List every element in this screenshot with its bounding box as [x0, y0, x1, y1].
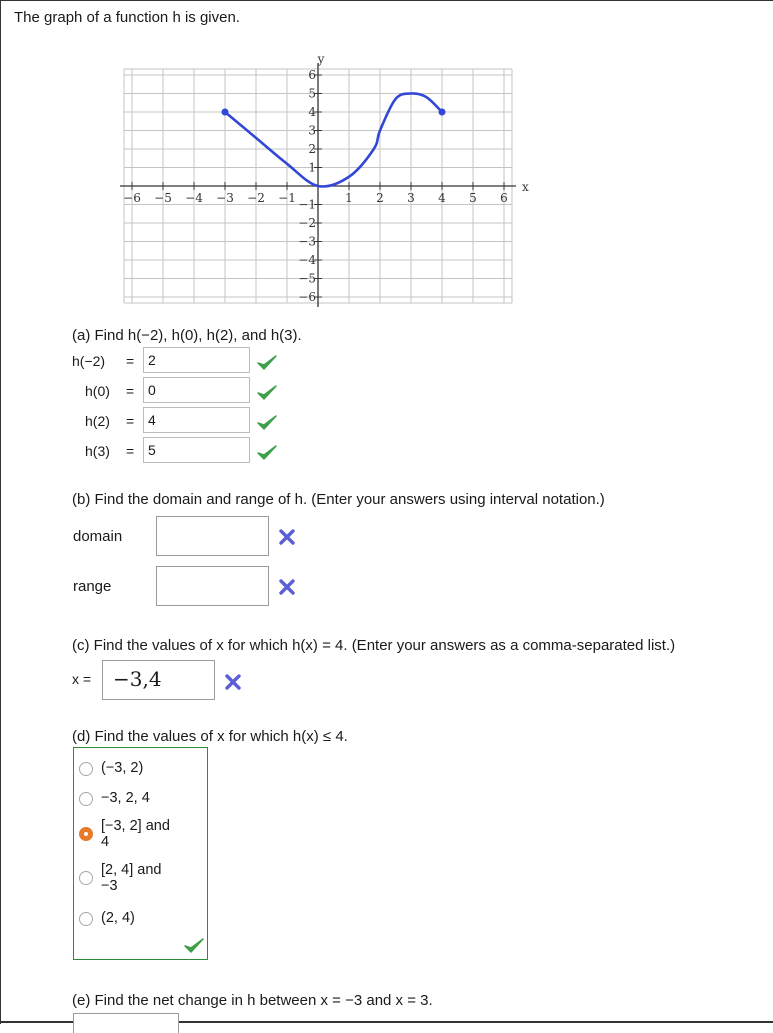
part-d-option-label: (−3, 2) [101, 760, 144, 776]
x-axis-label: x [522, 180, 529, 194]
part-d-option-label: [−3, 2] and [101, 818, 170, 834]
part-e-input[interactable] [73, 1013, 179, 1033]
part-c-prompt: (c) Find the values of x for which h(x) = 4. (Enter your answers as a comma-separated list.) [72, 637, 676, 654]
y-tick-label: 3 [308, 123, 316, 138]
part-a-row-label: h(0) [85, 383, 110, 399]
part-d-correct-icon [183, 936, 205, 954]
part-d-option-label: (2, 4) [101, 910, 135, 926]
x-tick-label: 5 [469, 191, 477, 205]
part-e-prompt: (e) Find the net change in h between x = −3 and x = 3. [72, 992, 433, 1009]
part-a-correct-icon [256, 353, 278, 371]
part-a-row-label: h(3) [85, 443, 110, 459]
x-tick-label: −2 [247, 191, 265, 205]
x-tick-label: −3 [216, 191, 234, 205]
part-d-prompt: (d) Find the values of x for which h(x) ≤ 4. [72, 728, 348, 745]
part-d-option-radio[interactable] [79, 827, 93, 841]
part-d-option-radio[interactable] [79, 912, 93, 926]
x-tick-label: 4 [438, 191, 446, 205]
part-a-row-label: h(−2) [72, 353, 106, 369]
part-a-row-equals: = [126, 413, 135, 429]
y-tick-label: 4 [308, 105, 316, 119]
y-tick-label: −3 [298, 234, 316, 249]
part-d-option-radio[interactable] [79, 792, 93, 806]
part-a-row-equals: = [126, 383, 135, 399]
function-graph [0, 0, 773, 320]
part-a-answer-input[interactable]: 5 [143, 437, 250, 463]
x-tick-label: −5 [154, 191, 172, 205]
x-tick-label: 6 [500, 191, 508, 205]
part-a-row-equals: = [126, 443, 135, 459]
y-tick-label: −6 [298, 290, 316, 304]
part-d-option-label-continued: 4 [101, 834, 110, 850]
part-d-choices [73, 747, 208, 960]
part-c-x-label: x = [72, 671, 92, 687]
x-tick-label: −4 [185, 191, 203, 205]
part-a-answer-input[interactable]: 4 [143, 407, 250, 433]
x-tick-label: 2 [376, 191, 384, 205]
function-curve [225, 93, 442, 186]
part-a-correct-icon [256, 383, 278, 401]
part-d-option-label-continued: −3 [101, 878, 118, 894]
part-d-option-radio[interactable] [79, 762, 93, 776]
part-a-answer-input[interactable]: 0 [143, 377, 250, 403]
part-a-correct-icon [256, 443, 278, 461]
domain-incorrect-icon [278, 528, 296, 546]
y-tick-label: 1 [308, 160, 316, 175]
x-tick-label: 1 [345, 191, 353, 205]
y-tick-label: −5 [298, 271, 316, 286]
domain-input[interactable] [156, 516, 269, 556]
y-tick-label: −2 [298, 216, 316, 230]
part-c-incorrect-icon [224, 673, 242, 691]
part-d-option-label: [2, 4] and [101, 862, 162, 878]
range-label: range [73, 578, 112, 595]
part-d-option-radio[interactable] [79, 871, 93, 885]
curve-endpoint-left [222, 109, 229, 116]
graph-tick-labels [123, 52, 529, 304]
x-tick-label: −1 [278, 191, 296, 205]
y-tick-label: −1 [298, 197, 316, 212]
y-tick-label: 2 [308, 142, 316, 156]
part-b-prompt: (b) Find the domain and range of h. (Enter your answers using interval notation.) [72, 491, 605, 508]
range-incorrect-icon [278, 578, 296, 596]
domain-label: domain [73, 528, 123, 545]
x-tick-label: −6 [123, 191, 141, 205]
part-a-prompt: (a) Find h(−2), h(0), h(2), and h(3). [72, 327, 302, 344]
y-tick-label: 5 [308, 86, 316, 101]
y-tick-label: −4 [298, 253, 316, 267]
part-a-row-equals: = [126, 353, 135, 369]
intro-text: The graph of a function h is given. [14, 9, 240, 26]
range-input[interactable] [156, 566, 269, 606]
part-d-option-label: −3, 2, 4 [101, 790, 150, 806]
y-tick-label: 6 [308, 68, 316, 82]
part-c-input[interactable]: −3,4 [102, 660, 215, 700]
part-a-row-label: h(2) [85, 413, 110, 429]
x-tick-label: 3 [407, 191, 415, 205]
y-axis-label: y [317, 52, 325, 66]
part-a-correct-icon [256, 413, 278, 431]
part-a-answer-input[interactable]: 2 [143, 347, 250, 373]
curve-endpoint-right [439, 109, 446, 116]
